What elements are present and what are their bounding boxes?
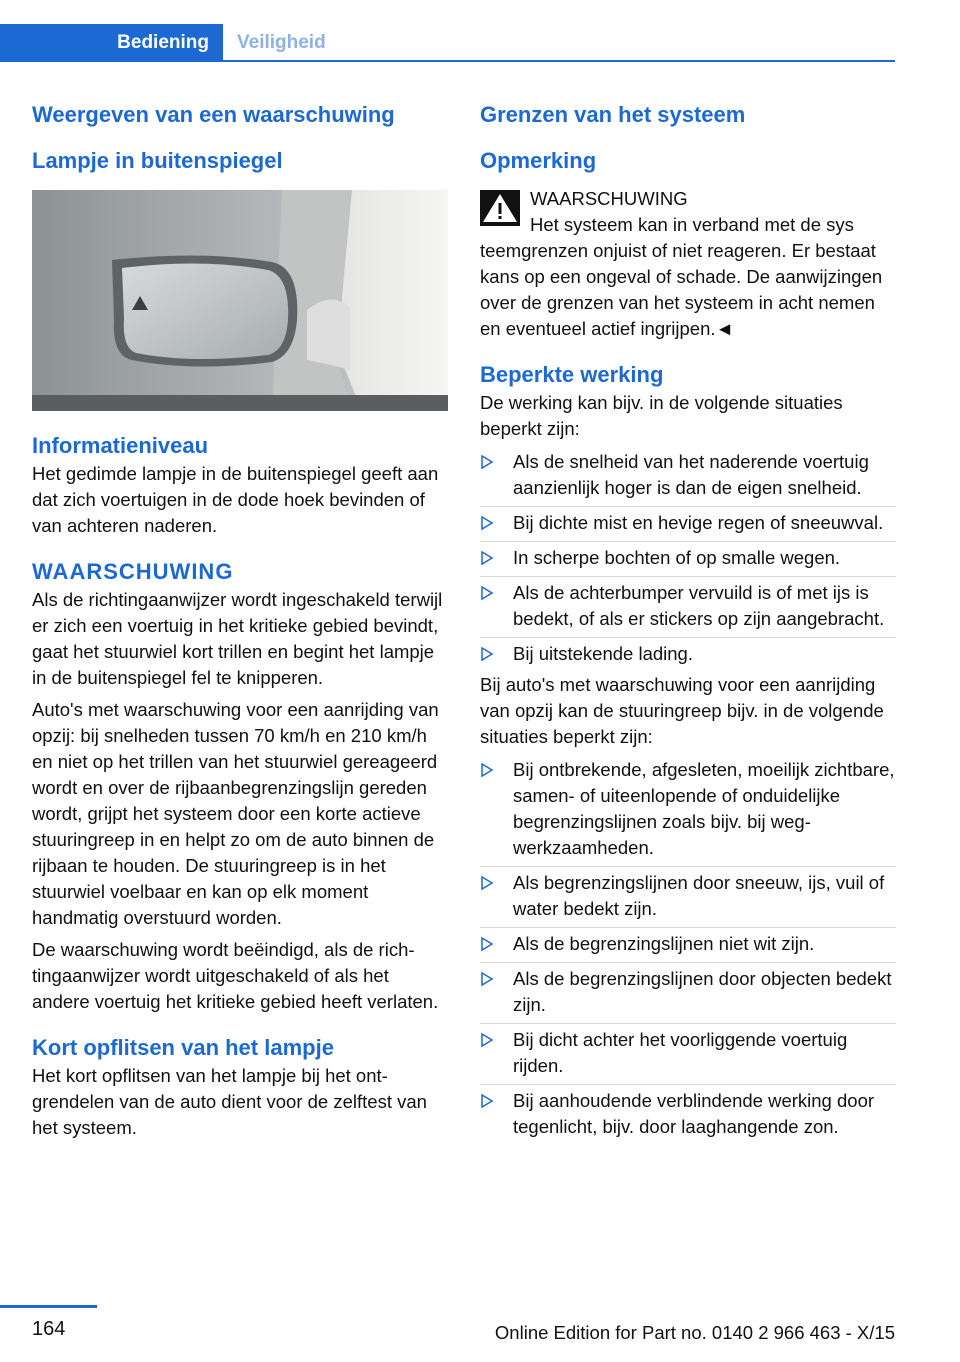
warning-text-3: De waarschuwing wordt beëindigd, als de richtingaanwijzer wordt uitgeschakeld of als het andere voertuig het kritieke gebied heeft verlaten. <box>32 939 439 1012</box>
flash-text: Het kort opflitsen van het lampje bij het ontgrendelen van de auto dient voor de zelftest van het systeem. <box>32 1065 427 1138</box>
list-item <box>480 754 896 867</box>
subheading-limited-function: Beperkte werking <box>480 362 664 387</box>
section-heading-warning-display: Weergeven van een waarschuwing <box>32 102 395 127</box>
list-item-text: In scherpe bochten of op smalle wegen. <box>513 547 841 568</box>
online-edition-note: Online Edition for Part no. 0140 2 966 463 - X/15 <box>494 1322 895 1343</box>
warning-box <box>480 186 896 342</box>
list-item <box>480 542 896 577</box>
subheading-note: Opmerking <box>480 148 597 173</box>
limited-intro: De werking kan bijv. in de volgende situaties beperkt zijn: <box>480 392 843 439</box>
warning-label: WAARSCHUWING <box>530 188 688 209</box>
tab-bediening-label: Bediening <box>117 32 209 53</box>
chapter-tabs <box>0 24 895 62</box>
list-item <box>480 638 896 672</box>
triangle-bullet-icon <box>480 1032 494 1048</box>
list-item-text: Bij ontbrekende, afgesleten, moeilijk zichtbare, samen- of uiteenlopende of onduidelijke begrenzingslijnen zoals bijv. bij wegwerkzaamheden. <box>513 759 895 858</box>
list-item <box>480 507 896 542</box>
triangle-bullet-icon <box>480 1093 494 1109</box>
lane-intro: Bij auto's met waarschuwing voor een aanrijding van opzij kan de stuuringreep bijv. in de volgende situaties beperkt zijn: <box>480 674 884 747</box>
warning-triangle-icon <box>480 190 520 226</box>
list-item <box>480 1024 896 1085</box>
subheading-short-flash: Kort opflitsen van het lampje <box>32 1035 334 1060</box>
info-text: Het gedimde lampje in de buitenspiegel geeft aan dat zich voertuigen in de dode hoek bevinden of van achteren naderen. <box>32 463 439 536</box>
list-item-text: Als de begrenzingslijnen door objecten bedekt zijn. <box>513 968 892 1015</box>
list-item <box>480 577 896 638</box>
list-item <box>480 446 896 507</box>
list-item-text: Als de begrenzingslijnen niet wit zijn. <box>513 933 815 954</box>
triangle-bullet-icon <box>480 646 494 662</box>
warning-text-2: Auto's met waarschuwing voor een aanrijding van opzij: bij snelheden tussen 70 km/h en 210 km/h en niet op het trillen van het stuurwiel gereageerd wordt en over de rijbaanbegrenzingslijn gereden wordt, grijpt het systeem door een korte actieve stuuringreep in en helpt zo om de auto binnen de rijbaan te houden. De stuuringreep is in het stuurwiel voelbaar en kan op elk moment handmatig overstuurd worden. <box>32 699 439 928</box>
list-item <box>480 963 896 1024</box>
limited-list <box>480 446 896 672</box>
tab-underline <box>0 60 895 62</box>
list-item-text: Bij dichte mist en hevige regen of sneeuwval. <box>513 512 884 533</box>
warning-text-1: Als de richtingaanwijzer wordt ingeschakeld terwijl er zich een voertuig in het kritieke gebied bevindt, gaat het stuurwiel kort trillen en begint het lampje in de buitenspiegel fel te knipperen. <box>32 589 443 688</box>
triangle-bullet-icon <box>480 762 494 778</box>
warning-rest: teemgrenzen onjuist of niet reageren. Er bestaat kans op een ongeval of schade. De aanwijzingen over de grenzen van het systeem in acht nemen en eventueel actief ingrijpen.◄ <box>480 240 883 339</box>
page-number: 164 <box>32 1318 66 1340</box>
left-column <box>32 100 448 1141</box>
list-item-text: Als de achterbumper vervuild is of met ijs is bedekt, of als er stickers op zijn aangebracht. <box>513 582 885 629</box>
triangle-bullet-icon <box>480 585 494 601</box>
triangle-bullet-icon <box>480 550 494 566</box>
list-item-text: Als begrenzingslijnen door sneeuw, ijs, vuil of water bedekt zijn. <box>513 872 885 919</box>
triangle-bullet-icon <box>480 971 494 987</box>
list-item-text: Als de snelheid van het naderende voertuig aanzienlijk hoger is dan de eigen snelheid. <box>513 451 869 498</box>
triangle-bullet-icon <box>480 454 494 470</box>
triangle-bullet-icon <box>480 515 494 531</box>
list-item-text: Bij dicht achter het voorliggende voertuig rijden. <box>513 1029 848 1076</box>
mirror-image <box>32 190 448 411</box>
triangle-bullet-icon <box>480 875 494 891</box>
list-item <box>480 867 896 928</box>
list-item-text: Bij aanhoudende verblindende werking door tegenlicht, bijv. door laaghangende zon. <box>513 1090 875 1137</box>
section-heading-system-limits: Grenzen van het systeem <box>480 102 746 127</box>
footer-rule <box>0 1305 97 1308</box>
right-column <box>480 100 896 1145</box>
list-item <box>480 1085 896 1145</box>
list-item <box>480 928 896 963</box>
tab-veiligheid[interactable] <box>237 24 326 62</box>
list-item-text: Bij uitstekende lading. <box>513 643 693 664</box>
lane-list <box>480 754 896 1145</box>
subheading-info-level: Informatieniveau <box>32 433 209 458</box>
tab-veiligheid-label: Veiligheid <box>237 32 326 53</box>
tab-bediening[interactable] <box>0 24 223 62</box>
triangle-bullet-icon <box>480 936 494 952</box>
subheading-mirror-lamp: Lampje in buitenspiegel <box>32 148 283 173</box>
subheading-warning: WAARSCHUWING <box>32 559 234 584</box>
warning-first-line: Het systeem kan in verband met de sys <box>530 214 854 235</box>
